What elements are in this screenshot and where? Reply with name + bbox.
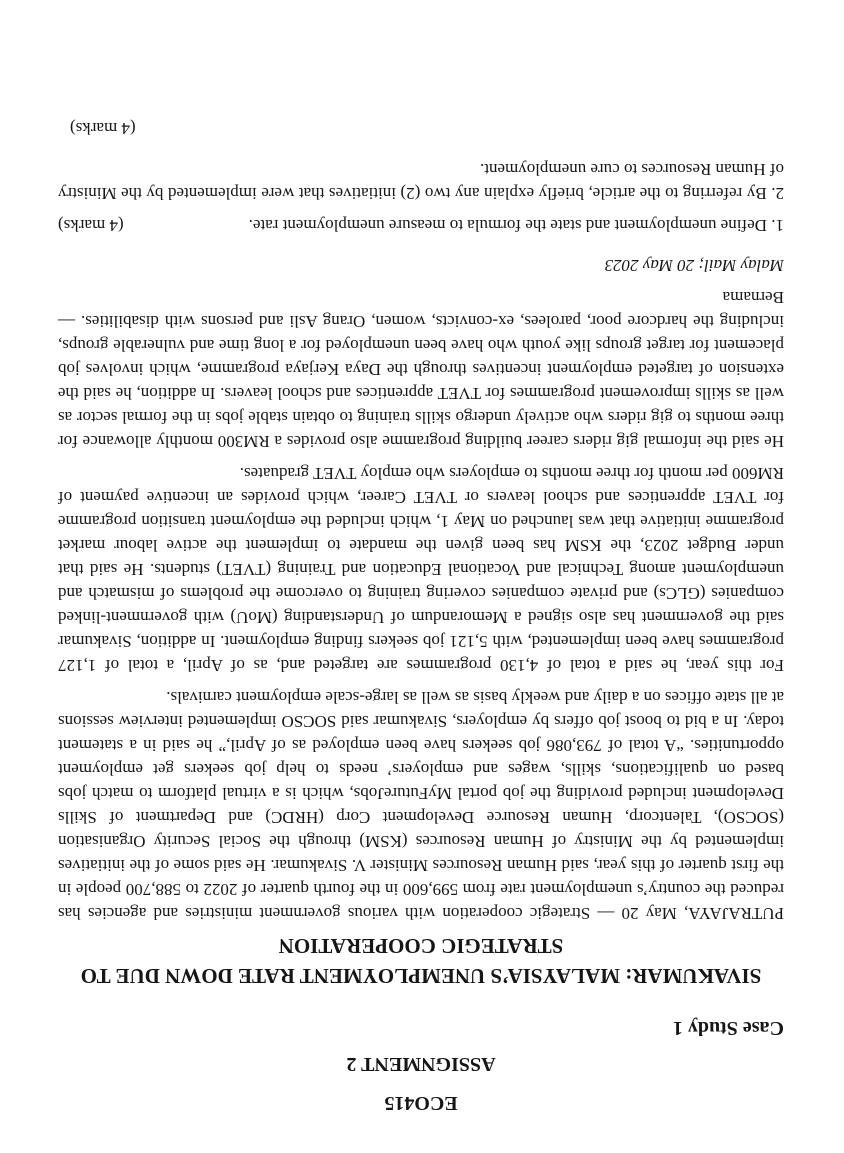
course-code: ECO415 xyxy=(384,1092,458,1114)
article-paragraph-3: He said the informal gig riders career building programme also provides a RM300 monthly allowance for three months to gig riders who actively undergo skills training to obtain stable jobs in the formal sector as well as skills improvement programmes for TVET apprentices and school leavers. In addition, he said the extension of targeted employment incentives through the Daya Kerjaya programme, which involves job placement for target groups like youth who have been unemployed for a long time and vulnerable groups, including the hardcore poor, parolees, ex-convicts, women, Orang Asli and persons with disabilities. — Bernama xyxy=(58,288,784,451)
article-paragraph-2: For this year, he said a total of 4,130 programmes are targeted and, as of April, a total of 1,127 programmes have been implemented, with 5,121 job seekers finding employment. In addition, Sivakumar said the government has also signed a Memorandum of Understanding (MoU) with government-linked companies (GLCs) and private companies covering training to overcome the problems of mismatch and unemployment among Technical and Vocational Education and Training (TVET) students. He said that under Budget 2023, the KSM has been given the mandate to implement the active labour market programme initiative that was launched on May 1, which included the employment transition programme for TVET apprentices and school leavers or TVET Career, which provides an incentive payment of RM600 per month for three months to employers who employ TVET graduates. xyxy=(58,464,784,675)
article-title-line2: STRATEGIC COOPERATION xyxy=(278,934,564,958)
article-paragraph-1: PUTRAJAYA, May 20 — Strategic cooperation with various government ministries and agencies has reduced the country’s unemployment rate from 599,600 in the fourth quarter of 2022 to 588,700 people in the first quarter of this year, said Human Resources Minister V. Sivakumar. He said some of the initiatives implemented by the Ministry of Human Resources (KSM) through the Social Security Organisation (SOCSO), Talentcorp, Human Resource Development Corp (HRDC) and Department of Skills Development included providing the job portal MyFutureJobs, which is a virtual platform to match jobs based on qualifications, skills, wages and employers’ needs to help job seekers get employment opportunities. “A total of 793,086 job seekers have been employed as of April,” he said in a statement today. In a bid to boost job offers by employers, Sivakumar said SOCSO implemented interview sessions at all state offices on a daily and weekly basis as well as large-scale employment carnivals. xyxy=(58,688,784,923)
question-2-marks: (4 marks) xyxy=(70,119,136,138)
article-source-citation: Malay Mail; 20 May 2023 xyxy=(604,256,784,275)
case-study-label: Case Study 1 xyxy=(672,1017,784,1039)
question-2-text: 2. By referring to the article, briefly explain any two (2) initiatives that were implemented by the Ministry of Human Resources to cure unemployment. xyxy=(58,160,784,203)
assignment-title: ASSIGNMENT 2 xyxy=(346,1053,496,1075)
article-title xyxy=(58,931,784,991)
article-title-line1: SIVAKUMAR: MALAYSIA’S UNEMPLOYMENT RATE DOWN DUE TO xyxy=(80,964,762,988)
question-2-marks-row xyxy=(70,116,784,140)
question-1-row xyxy=(58,213,784,237)
question-1-marks: (4 marks) xyxy=(58,216,124,235)
question-1-text: 1. Define unemployment and state the formula to measure unemployment rate. xyxy=(248,216,784,235)
